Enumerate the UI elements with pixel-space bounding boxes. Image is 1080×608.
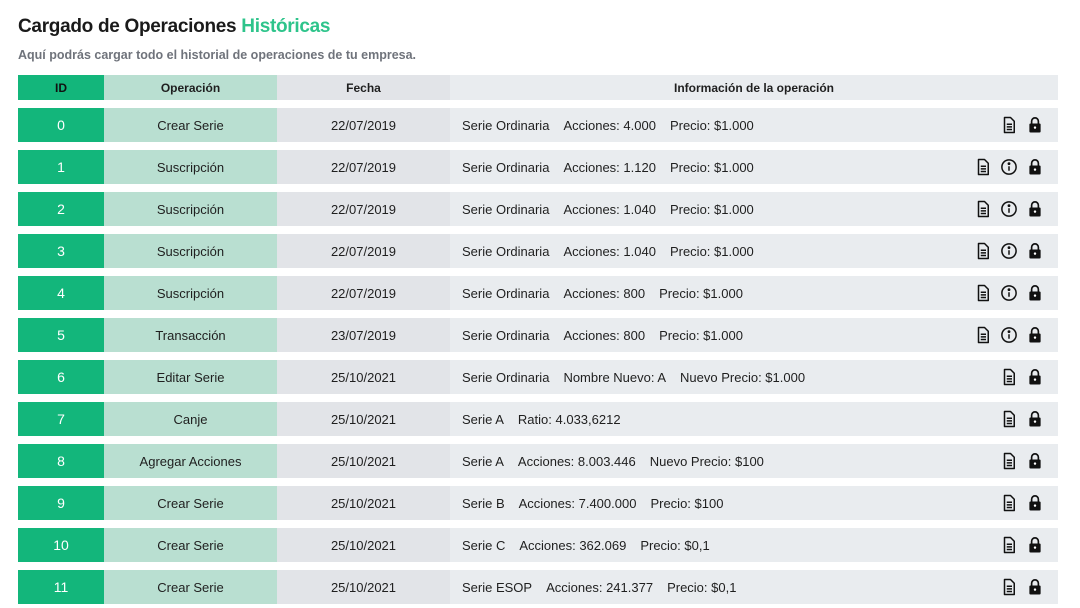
operation-info-item: Acciones: 4.000: [563, 117, 656, 133]
cell-date: 23/07/2019: [277, 318, 450, 352]
info-icon[interactable]: [1000, 200, 1018, 218]
operation-info-item: Precio: $1.000: [659, 285, 743, 301]
operation-info-item: Nombre Nuevo: A: [563, 369, 667, 385]
operation-info: [462, 286, 757, 301]
operation-info-item: Acciones: 362.069: [519, 537, 627, 553]
operation-info: [462, 454, 778, 469]
cell-date: 25/10/2021: [277, 402, 450, 436]
column-header-info: Información de la operación: [450, 75, 1058, 100]
cell-info: [450, 276, 1058, 310]
table-row: [18, 234, 1058, 268]
operations-table: [18, 75, 1058, 608]
document-icon[interactable]: [974, 158, 992, 176]
operation-info-item: Acciones: 1.040: [563, 243, 656, 259]
table-header: [18, 75, 1058, 100]
cell-info: [450, 108, 1058, 142]
row-actions: [1000, 368, 1044, 386]
row-actions: [1000, 116, 1044, 134]
row-actions: [1000, 578, 1044, 596]
operation-info-item: Acciones: 1.120: [563, 159, 656, 175]
document-icon[interactable]: [974, 242, 992, 260]
operation-info-item: Serie Ordinaria: [462, 243, 550, 259]
document-icon[interactable]: [1000, 116, 1018, 134]
cell-info: [450, 570, 1058, 604]
column-header-id: ID: [18, 75, 104, 100]
cell-operation: Crear Serie: [104, 108, 277, 142]
cell-id: 7: [18, 402, 104, 436]
cell-info: [450, 528, 1058, 562]
table-row: [18, 192, 1058, 226]
cell-date: 25/10/2021: [277, 444, 450, 478]
operation-info: [462, 580, 750, 595]
page-title-main: Cargado de Operaciones: [18, 16, 237, 37]
table-row: [18, 402, 1058, 436]
lock-icon[interactable]: [1026, 116, 1044, 134]
operation-info: [462, 538, 724, 553]
cell-id: 9: [18, 486, 104, 520]
operation-info-item: Serie ESOP: [462, 579, 533, 595]
operation-info-item: Nuevo Precio: $1.000: [680, 369, 806, 385]
cell-info: [450, 150, 1058, 184]
table-row: [18, 528, 1058, 562]
cell-id: 3: [18, 234, 104, 268]
operation-info: [462, 118, 768, 133]
table-row: [18, 108, 1058, 142]
operation-info: [462, 496, 737, 511]
cell-info: [450, 192, 1058, 226]
table-row: [18, 360, 1058, 394]
document-icon[interactable]: [1000, 536, 1018, 554]
document-icon[interactable]: [974, 284, 992, 302]
operation-info: [462, 160, 768, 175]
operation-info-item: Precio: $1.000: [669, 201, 754, 217]
operation-info-item: Serie Ordinaria: [462, 201, 550, 217]
table-row: [18, 570, 1058, 604]
operation-info: [462, 202, 768, 217]
table-row: [18, 486, 1058, 520]
operation-info-item: Acciones: 7.400.000: [518, 495, 637, 511]
cell-info: [450, 318, 1058, 352]
page-title-accent: Históricas: [241, 16, 331, 37]
cell-date: 25/10/2021: [277, 360, 450, 394]
lock-icon[interactable]: [1026, 284, 1044, 302]
lock-icon[interactable]: [1026, 452, 1044, 470]
operation-info-item: Precio: $0,1: [640, 537, 710, 553]
info-icon[interactable]: [1000, 326, 1018, 344]
operation-info-item: Serie Ordinaria: [462, 117, 550, 133]
column-header-operation: Operación: [104, 75, 277, 100]
cell-id: 8: [18, 444, 104, 478]
operation-info-item: Precio: $1.000: [659, 327, 743, 343]
document-icon[interactable]: [1000, 368, 1018, 386]
page-title: [18, 16, 330, 38]
row-actions: [974, 200, 1044, 218]
document-icon[interactable]: [974, 200, 992, 218]
cell-date: 25/10/2021: [277, 486, 450, 520]
cell-info: [450, 444, 1058, 478]
operation-info-item: Precio: $1.000: [669, 243, 754, 259]
page-subtitle: Aquí podrás cargar todo el historial de operaciones de tu empresa.: [18, 48, 417, 62]
row-actions: [974, 326, 1044, 344]
operation-info: [462, 244, 768, 259]
lock-icon[interactable]: [1026, 242, 1044, 260]
operation-info-item: Acciones: 800: [563, 327, 646, 343]
lock-icon[interactable]: [1026, 410, 1044, 428]
table-row: [18, 276, 1058, 310]
row-actions: [974, 158, 1044, 176]
info-icon[interactable]: [1000, 158, 1018, 176]
cell-operation: Suscripción: [104, 150, 277, 184]
document-icon[interactable]: [1000, 452, 1018, 470]
operation-info-item: Serie Ordinaria: [462, 369, 550, 385]
operation-info-item: Serie A: [462, 453, 504, 469]
row-actions: [1000, 452, 1044, 470]
operation-info-item: Serie A: [462, 411, 504, 427]
document-icon[interactable]: [974, 326, 992, 344]
info-icon[interactable]: [1000, 284, 1018, 302]
cell-date: 22/07/2019: [277, 276, 450, 310]
cell-id: 6: [18, 360, 104, 394]
document-icon[interactable]: [1000, 410, 1018, 428]
cell-operation: Crear Serie: [104, 528, 277, 562]
row-actions: [1000, 410, 1044, 428]
operation-info-item: Precio: $0,1: [667, 579, 737, 595]
cell-operation: Agregar Acciones: [104, 444, 277, 478]
operation-info-item: Acciones: 800: [563, 285, 646, 301]
operation-info-item: Ratio: 4.033,6212: [517, 411, 621, 427]
cell-operation: Crear Serie: [104, 570, 277, 604]
row-actions: [1000, 494, 1044, 512]
cell-date: 22/07/2019: [277, 108, 450, 142]
cell-operation: Suscripción: [104, 276, 277, 310]
operation-info-item: Nuevo Precio: $100: [649, 453, 764, 469]
table-row: [18, 318, 1058, 352]
row-actions: [1000, 536, 1044, 554]
cell-date: 22/07/2019: [277, 234, 450, 268]
lock-icon[interactable]: [1026, 578, 1044, 596]
cell-info: [450, 234, 1058, 268]
cell-operation: Transacción: [104, 318, 277, 352]
cell-operation: Editar Serie: [104, 360, 277, 394]
document-icon[interactable]: [1000, 578, 1018, 596]
operation-info-item: Serie Ordinaria: [462, 159, 550, 175]
operation-info: [462, 412, 635, 427]
operation-info-item: Precio: $1.000: [669, 159, 754, 175]
document-icon[interactable]: [1000, 494, 1018, 512]
cell-id: 0: [18, 108, 104, 142]
cell-date: 22/07/2019: [277, 150, 450, 184]
cell-date: 22/07/2019: [277, 192, 450, 226]
operation-info-item: Acciones: 8.003.446: [517, 453, 636, 469]
operation-info: [462, 328, 757, 343]
operation-info-item: Precio: $1.000: [669, 117, 754, 133]
cell-info: [450, 402, 1058, 436]
cell-date: 25/10/2021: [277, 570, 450, 604]
row-actions: [974, 284, 1044, 302]
lock-icon[interactable]: [1026, 326, 1044, 344]
lock-icon[interactable]: [1026, 200, 1044, 218]
cell-id: 2: [18, 192, 104, 226]
cell-operation: Canje: [104, 402, 277, 436]
cell-info: [450, 486, 1058, 520]
cell-date: 25/10/2021: [277, 528, 450, 562]
lock-icon[interactable]: [1026, 494, 1044, 512]
operation-info-item: Precio: $100: [650, 495, 724, 511]
lock-icon[interactable]: [1026, 158, 1044, 176]
cell-operation: Crear Serie: [104, 486, 277, 520]
cell-info: [450, 360, 1058, 394]
operation-info-item: Acciones: 1.040: [563, 201, 656, 217]
table-row: [18, 150, 1058, 184]
operation-info-item: Serie B: [462, 495, 505, 511]
operation-info-item: Serie Ordinaria: [462, 285, 550, 301]
cell-id: 11: [18, 570, 104, 604]
operation-info-item: Serie C: [462, 537, 506, 553]
operation-info: [462, 370, 819, 385]
lock-icon[interactable]: [1026, 368, 1044, 386]
cell-id: 10: [18, 528, 104, 562]
column-header-date: Fecha: [277, 75, 450, 100]
row-actions: [974, 242, 1044, 260]
cell-operation: Suscripción: [104, 234, 277, 268]
cell-id: 1: [18, 150, 104, 184]
table-body: [18, 108, 1058, 604]
cell-id: 4: [18, 276, 104, 310]
table-row: [18, 444, 1058, 478]
lock-icon[interactable]: [1026, 536, 1044, 554]
cell-id: 5: [18, 318, 104, 352]
operation-info-item: Serie Ordinaria: [462, 327, 550, 343]
operation-info-item: Acciones: 241.377: [546, 579, 654, 595]
info-icon[interactable]: [1000, 242, 1018, 260]
cell-operation: Suscripción: [104, 192, 277, 226]
